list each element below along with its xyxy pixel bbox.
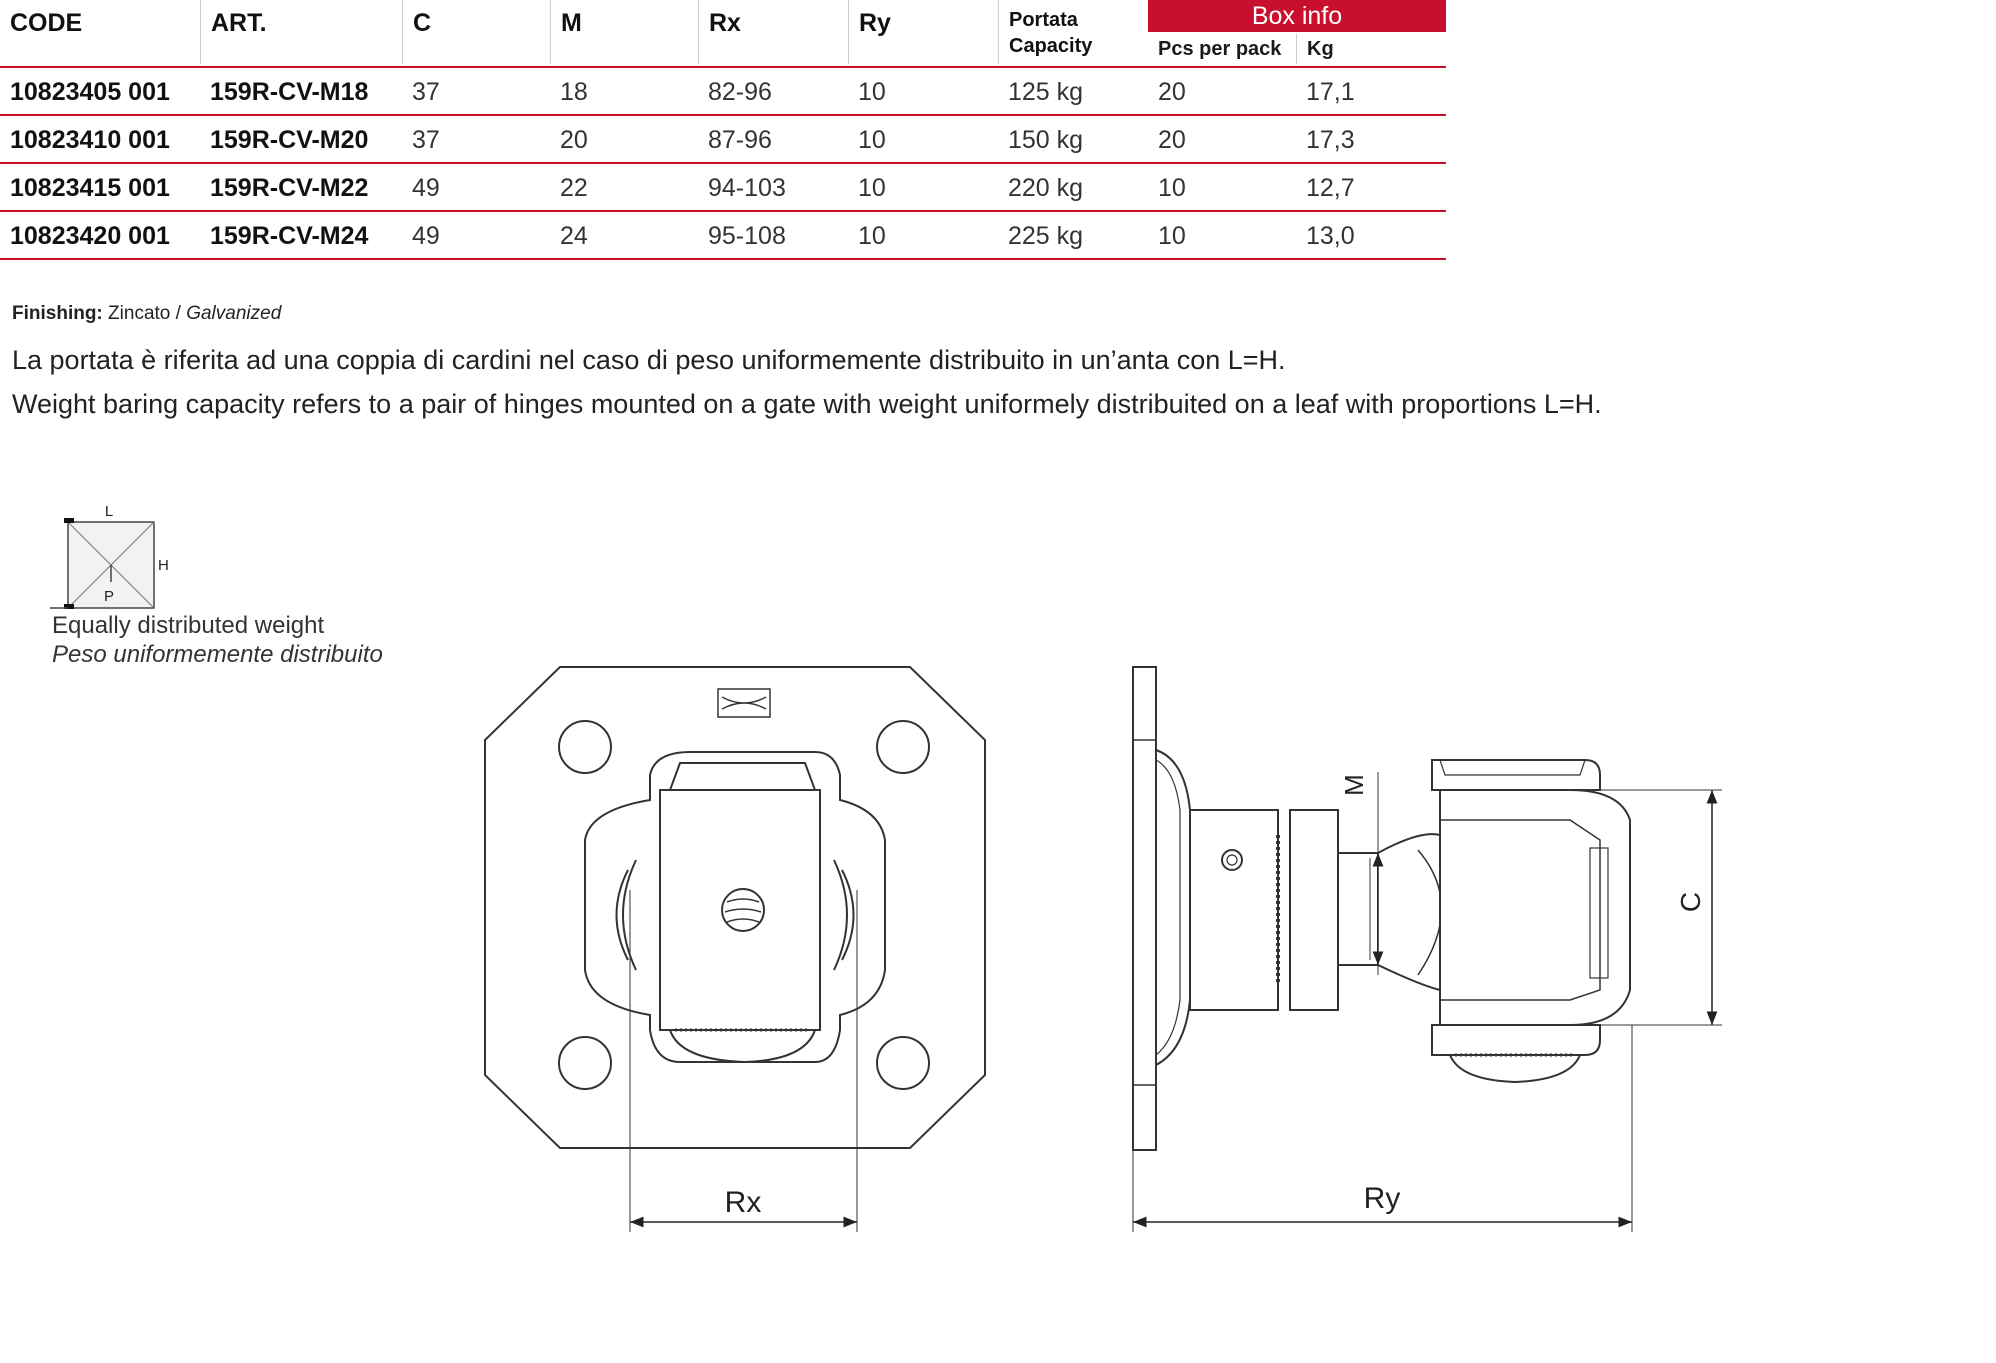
cell-art: 159R-CV-M20 — [210, 126, 369, 154]
cell-m: 22 — [560, 174, 588, 202]
cell-m: 20 — [560, 126, 588, 154]
bottom-knuckle-side — [1432, 1025, 1600, 1055]
capacity-note-english: Weight baring capacity refers to a pair of hinges mounted on a gate with weight uniformely distribuited on a leaf with proportions L=H. — [12, 389, 1602, 419]
bottom-cap — [1450, 1055, 1580, 1082]
legend-italian: Peso uniformemente distribuito — [52, 641, 383, 668]
cell-ry: 10 — [858, 174, 886, 202]
cell-kg: 17,1 — [1306, 78, 1355, 106]
cell-m: 18 — [560, 78, 588, 106]
header-m: M — [550, 0, 698, 64]
header-c: C — [402, 0, 550, 64]
cell-ry: 10 — [858, 222, 886, 250]
finishing-italian: Zincato / — [108, 303, 181, 324]
legend-l-label: L — [104, 503, 114, 520]
side-view — [1133, 667, 1722, 1232]
header-portata-label: Portata — [1009, 9, 1078, 31]
cell-code: 10823415 001 — [10, 174, 170, 202]
cell-art: 159R-CV-M22 — [210, 174, 369, 202]
header-capacity-label: Capacity — [1009, 35, 1093, 57]
cell-capacity: 125 kg — [1008, 78, 1084, 106]
cell-pcs: 20 — [1158, 126, 1186, 154]
cell-kg: 12,7 — [1306, 174, 1355, 202]
threaded-rod — [1338, 853, 1378, 965]
cell-rx: 87-96 — [708, 126, 772, 154]
box-info-header: Box info — [1148, 0, 1446, 32]
finishing-english: Galvanized — [186, 303, 282, 324]
rod-neck — [1378, 834, 1440, 990]
weld-bead-inner — [1156, 760, 1180, 1055]
cell-ry: 10 — [858, 78, 886, 106]
weld-bead — [1156, 750, 1190, 1065]
cell-art: 159R-CV-M24 — [210, 222, 369, 250]
cell-code: 10823405 001 — [10, 78, 170, 106]
ry-label: Ry — [1363, 1182, 1401, 1215]
legend-english: Equally distributed weight — [52, 612, 325, 639]
cell-ry: 10 — [858, 126, 886, 154]
adjustment-nut — [1290, 810, 1338, 1010]
cell-c: 37 — [412, 78, 440, 106]
m-label: M — [1339, 774, 1369, 796]
finishing-label: Finishing: — [12, 303, 103, 324]
header-rx: Rx — [698, 0, 848, 64]
header-pcs-per-pack: Pcs per pack — [1158, 38, 1282, 60]
header-kg: Kg — [1296, 34, 1446, 64]
cell-code: 10823420 001 — [10, 222, 170, 250]
legend-p-label: P — [104, 588, 115, 605]
cell-capacity: 220 kg — [1008, 174, 1084, 202]
front-view — [485, 667, 985, 1232]
cell-kg: 17,3 — [1306, 126, 1355, 154]
cell-pcs: 10 — [1158, 222, 1186, 250]
rx-label: Rx — [724, 1186, 762, 1219]
cell-pcs: 10 — [1158, 174, 1186, 202]
header-ry: Ry — [848, 0, 998, 64]
capacity-note-italian: La portata è riferita ad una coppia di cardini nel caso di peso uniformemente distribuito in un’anta con L=H. — [12, 345, 1286, 375]
cell-m: 24 — [560, 222, 588, 250]
cell-capacity: 225 kg — [1008, 222, 1084, 250]
cell-c: 49 — [412, 222, 440, 250]
header-code: CODE — [10, 9, 83, 37]
cell-code: 10823410 001 — [10, 126, 170, 154]
cell-pcs: 20 — [1158, 78, 1186, 106]
cell-c: 37 — [412, 126, 440, 154]
c-label: C — [1675, 891, 1706, 913]
hinge-barrel — [1440, 790, 1630, 1025]
cell-art: 159R-CV-M18 — [210, 78, 369, 106]
cell-kg: 13,0 — [1306, 222, 1355, 250]
legend-h-label: H — [158, 557, 169, 574]
hinge-body — [660, 790, 820, 1030]
cell-rx: 82-96 — [708, 78, 772, 106]
cell-c: 49 — [412, 174, 440, 202]
cell-rx: 94-103 — [708, 174, 786, 202]
cell-capacity: 150 kg — [1008, 126, 1084, 154]
cylinder-body — [1190, 810, 1278, 1010]
header-art: ART. — [200, 0, 402, 64]
cell-rx: 95-108 — [708, 222, 786, 250]
